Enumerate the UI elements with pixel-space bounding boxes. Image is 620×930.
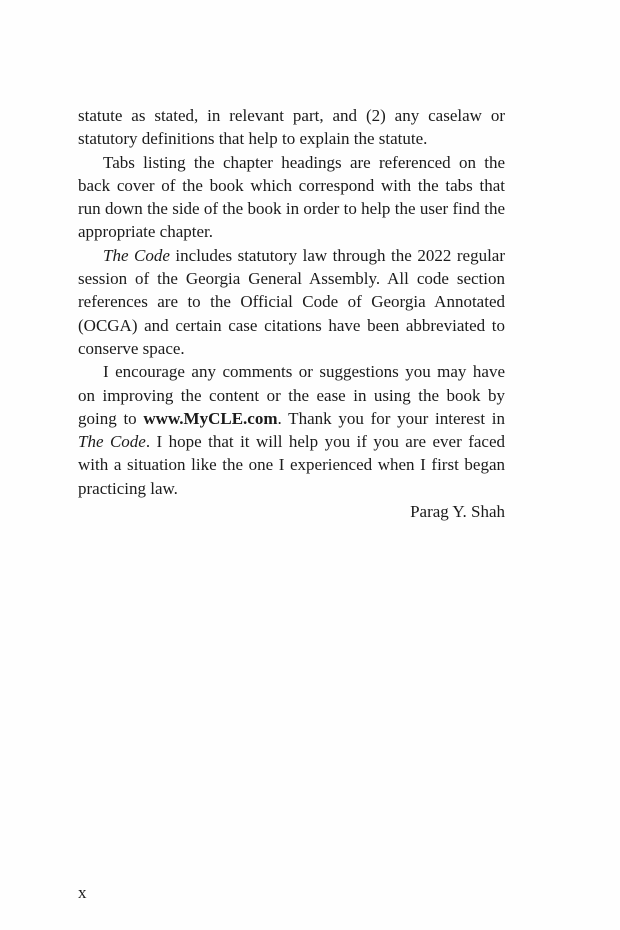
website-url: www.MyCLE.com (143, 408, 278, 428)
page-number: x (78, 883, 87, 902)
paragraph-the-code (78, 244, 505, 360)
paragraph-continuation: statute as stated, in relevant part, and (2) any caselaw or statutory definitions that help to explain the statute. (78, 106, 505, 149)
book-title-italic: The Code (103, 245, 170, 265)
body-text (78, 104, 505, 523)
paragraph-closing-text-b: . Thank you for your interest in (277, 408, 505, 428)
book-title-italic: The Code (78, 432, 146, 452)
author-signature: Parag Y. Shah (410, 502, 505, 522)
paragraph-the-code-text: includes statutory law through the 2022 regular session of the Georgia General Assembly. All code section references are to the Official Code of Georgia Annotated (OCGA) and certain case citations have been abbreviated to conserve space. (78, 245, 505, 358)
paragraph-closing-text-a: I encourage any comments or suggestions you may have on improving the content or the ease in using the book by going to (78, 362, 505, 428)
paragraph-tabs: Tabs listing the chapter headings are referenced on the back cover of the book which correspond with the tabs that run down the side of the book in order to help the user find the appropriate chapter. (78, 152, 505, 242)
paragraph-closing (78, 360, 505, 500)
paragraph-closing-text-c: . I hope that it will help you if you are ever faced with a situation like the one I experienced when I first began practicing law. (78, 432, 506, 498)
